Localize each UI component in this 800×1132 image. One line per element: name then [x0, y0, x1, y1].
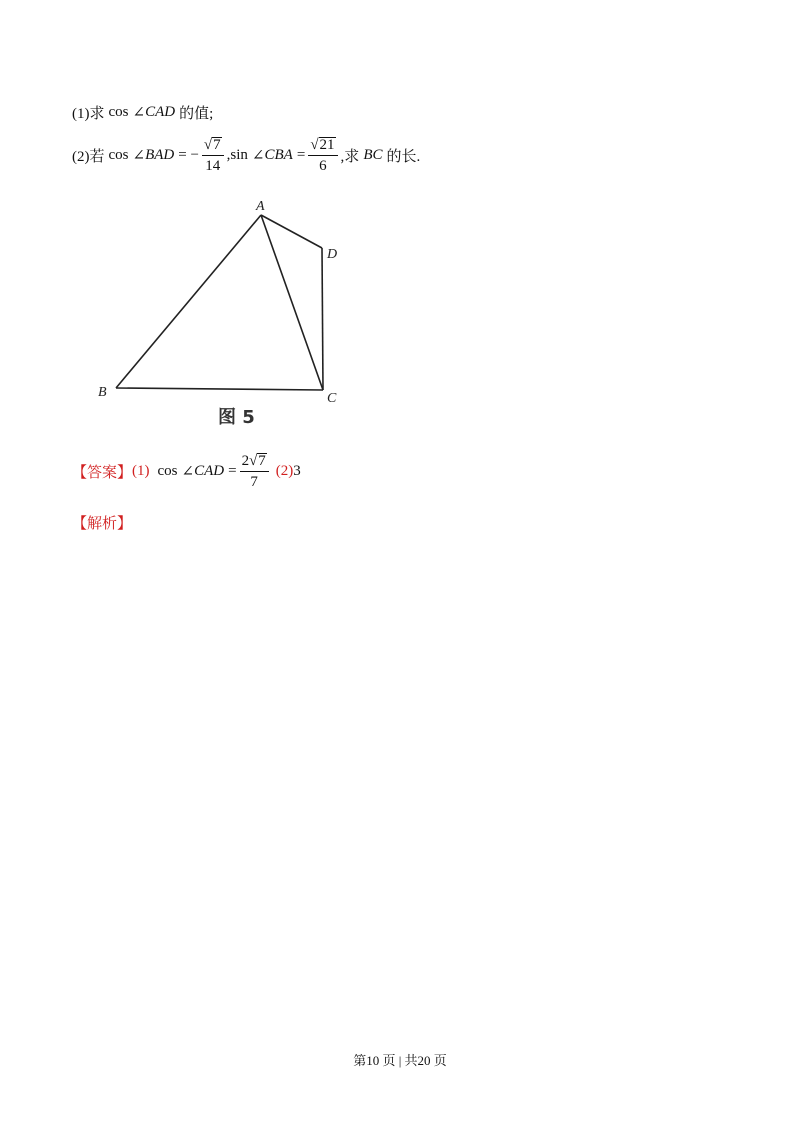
q1-suffix: 的值;	[179, 106, 214, 122]
angle-symbol: ∠	[132, 148, 146, 164]
answer-part1-label: (1)	[132, 463, 150, 479]
answer-coef: 2	[241, 453, 250, 469]
segment-dc	[322, 248, 323, 390]
answer-func: cos	[157, 463, 178, 479]
answer-tag: 【答案】	[72, 465, 133, 481]
question-1	[72, 102, 213, 123]
segment-ac	[261, 215, 323, 390]
page-footer: 第10 页 | 共20 页	[353, 1053, 447, 1068]
angle-symbol: ∠	[251, 148, 265, 164]
label-b: B	[98, 385, 107, 400]
frac1-denominator: 14	[205, 158, 221, 174]
fraction-2sqrt7-over-7: 2 √ 7 7	[240, 452, 269, 491]
answer-line	[72, 452, 301, 491]
frac2-radicand: 21	[319, 137, 335, 153]
answer-eq: =	[228, 463, 237, 479]
answer-part2-value: 3	[293, 463, 301, 479]
q1-func: cos	[108, 104, 129, 120]
label-d: D	[327, 247, 338, 262]
q2-eq-neg: = −	[178, 147, 199, 163]
q1-prefix: (1)求	[72, 106, 105, 122]
label-c: C	[327, 391, 337, 406]
segment-bc	[116, 388, 323, 390]
fraction-sqrt21-over-6: √ 21 6	[308, 136, 337, 175]
q2-suffix: 的长.	[386, 149, 421, 165]
q2-var1: BAD	[145, 147, 175, 163]
analysis-tag: 【解析】	[72, 516, 133, 532]
q2-var2: CBA	[264, 147, 293, 163]
question-2	[72, 136, 420, 175]
angle-symbol: ∠	[181, 464, 195, 480]
answer-denominator: 7	[250, 474, 258, 490]
q2-func2: sin	[230, 147, 248, 163]
segment-ab	[116, 215, 261, 388]
q2-comma: ,	[226, 147, 231, 163]
q2-suffix-pre: ,求	[340, 149, 360, 165]
q1-var: CAD	[145, 104, 176, 120]
answer-part2-label: (2)	[275, 463, 294, 479]
q2-func1: cos	[108, 147, 129, 163]
answer-radicand: 7	[258, 453, 266, 469]
figure-caption: 图 5	[218, 407, 255, 428]
frac2-denominator: 6	[319, 158, 327, 174]
q2-eq: =	[296, 147, 306, 163]
frac1-radicand: 7	[213, 137, 221, 153]
angle-symbol: ∠	[132, 105, 146, 121]
answer-var: CAD	[194, 463, 225, 479]
q2-var3: BC	[363, 147, 383, 163]
label-a: A	[256, 199, 265, 214]
geometry-figure	[86, 190, 356, 430]
q2-prefix: (2)若	[72, 149, 105, 165]
fraction-sqrt7-over-14: √ 7 14	[202, 136, 224, 175]
